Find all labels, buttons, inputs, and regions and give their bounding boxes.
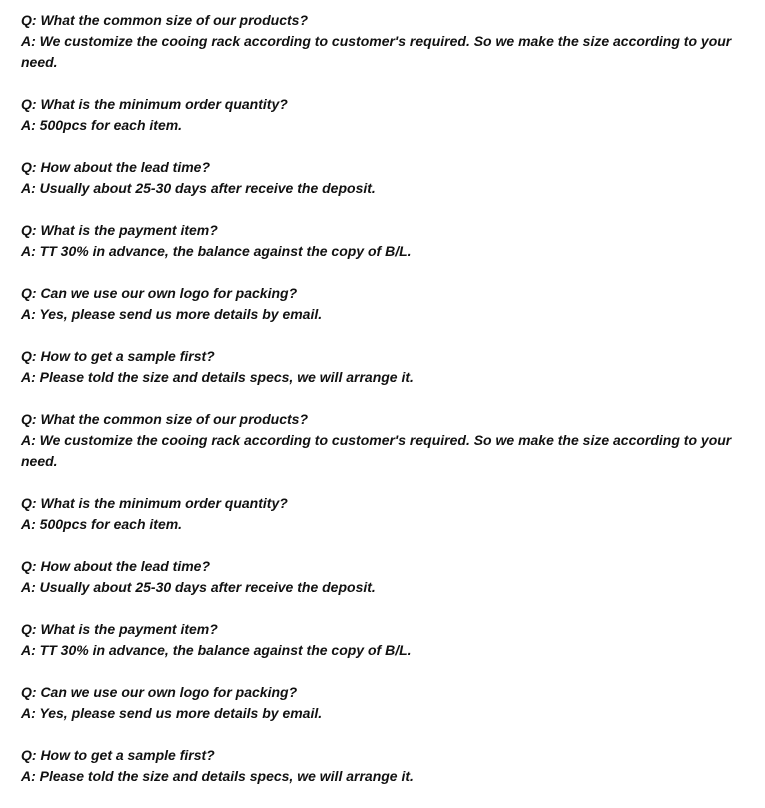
faq-item — [21, 220, 751, 262]
faq-question: Q: What is the payment item? — [21, 621, 218, 637]
faq-item — [21, 157, 751, 199]
faq-item — [21, 94, 751, 136]
faq-answer: A: We customize the cooing rack according to customer's required. So we make the size according to your need. — [21, 33, 732, 70]
faq-item — [21, 10, 751, 73]
faq-answer: A: Yes, please send us more details by email. — [21, 705, 323, 721]
faq-question: Q: How about the lead time? — [21, 558, 211, 574]
faq-item — [21, 682, 751, 724]
faq-question: Q: What is the minimum order quantity? — [21, 96, 288, 112]
faq-question: Q: How to get a sample first? — [21, 348, 215, 364]
faq-item — [21, 619, 751, 661]
faq-item — [21, 283, 751, 325]
faq-item — [21, 493, 751, 535]
faq-answer: A: Please told the size and details specs, we will arrange it. — [21, 768, 414, 784]
faq-item — [21, 346, 751, 388]
faq-question: Q: Can we use our own logo for packing? — [21, 684, 298, 700]
faq-question: Q: What the common size of our products? — [21, 411, 308, 427]
faq-item — [21, 745, 751, 787]
faq-question: Q: What is the minimum order quantity? — [21, 495, 288, 511]
faq-answer: A: We customize the cooing rack according to customer's required. So we make the size according to your need. — [21, 432, 732, 469]
faq-question: Q: Can we use our own logo for packing? — [21, 285, 298, 301]
faq-item — [21, 409, 751, 472]
faq-answer: A: TT 30% in advance, the balance against the copy of B/L. — [21, 642, 412, 658]
faq-question: Q: What is the payment item? — [21, 222, 218, 238]
faq-answer: A: TT 30% in advance, the balance against the copy of B/L. — [21, 243, 412, 259]
faq-item — [21, 556, 751, 598]
faq-question: Q: What the common size of our products? — [21, 12, 308, 28]
faq-question: Q: How to get a sample first? — [21, 747, 215, 763]
faq-answer: A: Usually about 25-30 days after receive the deposit. — [21, 180, 376, 196]
faq-question: Q: How about the lead time? — [21, 159, 211, 175]
faq-answer: A: 500pcs for each item. — [21, 516, 183, 532]
faq-answer: A: 500pcs for each item. — [21, 117, 183, 133]
faq-list — [21, 10, 751, 808]
faq-answer: A: Usually about 25-30 days after receive the deposit. — [21, 579, 376, 595]
faq-answer: A: Please told the size and details specs, we will arrange it. — [21, 369, 414, 385]
faq-answer: A: Yes, please send us more details by email. — [21, 306, 323, 322]
